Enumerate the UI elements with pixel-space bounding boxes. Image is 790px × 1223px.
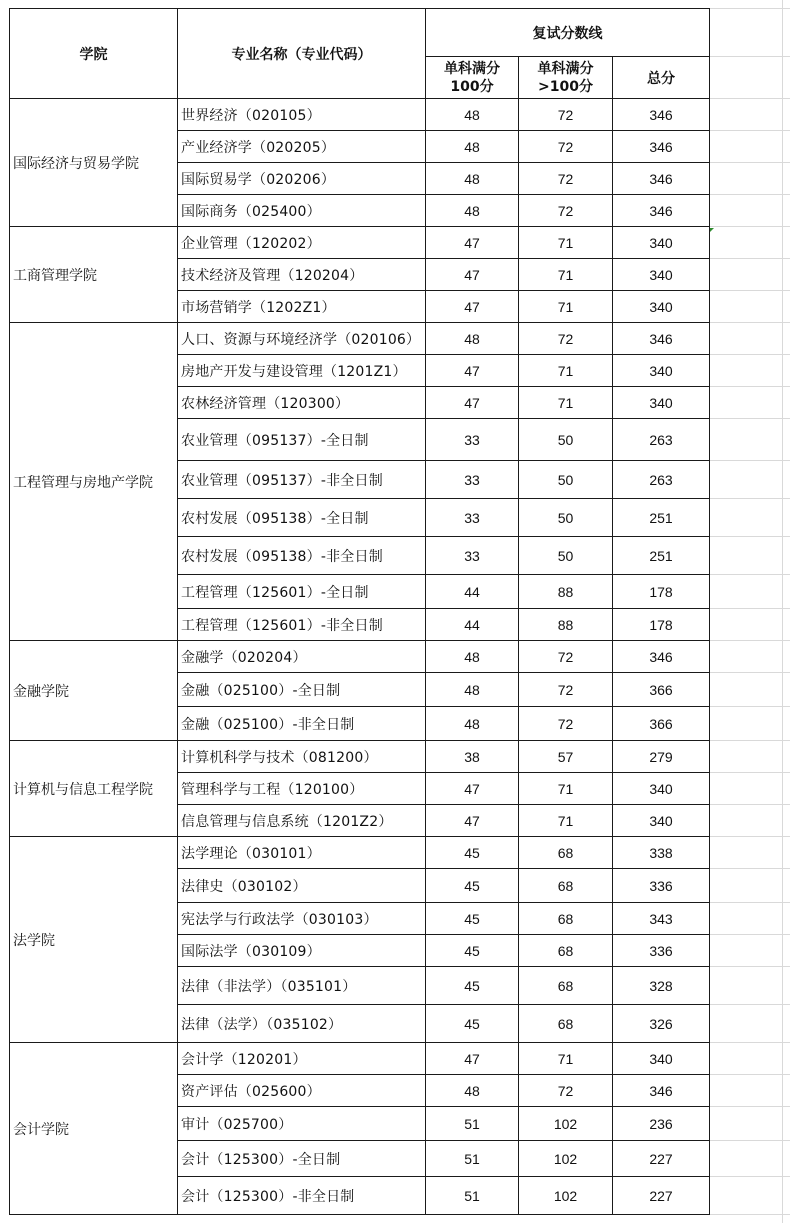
table-row <box>10 641 710 673</box>
single-gt100-cell: 50 <box>519 419 613 461</box>
single-gt100-header-line1: 单科满分 <box>537 60 594 77</box>
single-gt100-cell: 50 <box>519 537 613 575</box>
major-cell: 技术经济及管理（120204） <box>178 259 426 291</box>
gridline <box>710 498 790 499</box>
total-cell: 340 <box>613 387 710 419</box>
total-cell: 340 <box>613 1043 710 1075</box>
single-100-cell: 47 <box>426 291 519 323</box>
single-gt100-cell: 72 <box>519 673 613 707</box>
single-100-cell: 48 <box>426 131 519 163</box>
gridline <box>710 772 790 773</box>
gridline <box>710 1140 790 1141</box>
single-100-cell: 51 <box>426 1177 519 1215</box>
gridline <box>710 130 790 131</box>
major-cell: 农村发展（095138）-全日制 <box>178 499 426 537</box>
major-cell: 人口、资源与环境经济学（020106） <box>178 323 426 355</box>
college-cell: 工程管理与房地产学院 <box>10 323 178 641</box>
single-100-cell: 47 <box>426 773 519 805</box>
single-gt100-cell: 72 <box>519 707 613 741</box>
single-100-cell: 47 <box>426 259 519 291</box>
header-row <box>10 9 710 57</box>
gridline <box>710 386 790 387</box>
single-100-cell: 45 <box>426 903 519 935</box>
major-cell: 农村发展（095138）-非全日制 <box>178 537 426 575</box>
single-100-cell: 45 <box>426 935 519 967</box>
single-gt100-cell: 68 <box>519 869 613 903</box>
empty-grid-area <box>710 0 790 1223</box>
total-cell: 279 <box>613 741 710 773</box>
single-gt100-header-line2: >100分 <box>538 78 593 95</box>
major-cell: 农业管理（095137）-非全日制 <box>178 461 426 499</box>
gridline <box>710 966 790 967</box>
total-cell: 178 <box>613 609 710 641</box>
table-row <box>10 99 710 131</box>
total-cell: 346 <box>613 1075 710 1107</box>
single-100-cell: 45 <box>426 1005 519 1043</box>
major-cell: 世界经济（020105） <box>178 99 426 131</box>
gridline <box>710 934 790 935</box>
total-cell: 227 <box>613 1141 710 1177</box>
total-cell: 326 <box>613 1005 710 1043</box>
gridline <box>782 0 783 1223</box>
college-header: 学院 <box>10 9 178 99</box>
table-row <box>10 323 710 355</box>
major-cell: 国际贸易学（020206） <box>178 163 426 195</box>
major-cell: 工程管理（125601）-全日制 <box>178 575 426 609</box>
single-gt100-cell: 88 <box>519 609 613 641</box>
major-cell: 企业管理（120202） <box>178 227 426 259</box>
single-gt100-cell: 68 <box>519 1005 613 1043</box>
single-100-cell: 48 <box>426 641 519 673</box>
total-cell: 340 <box>613 805 710 837</box>
total-cell: 336 <box>613 869 710 903</box>
single-gt100-cell: 102 <box>519 1177 613 1215</box>
total-cell: 328 <box>613 967 710 1005</box>
gridline <box>710 640 790 641</box>
single-100-cell: 45 <box>426 967 519 1005</box>
major-cell: 工程管理（125601）-非全日制 <box>178 609 426 641</box>
total-cell: 263 <box>613 419 710 461</box>
major-cell: 计算机科学与技术（081200） <box>178 741 426 773</box>
gridline <box>710 608 790 609</box>
total-cell: 251 <box>613 537 710 575</box>
gridline <box>710 536 790 537</box>
gridline <box>710 194 790 195</box>
college-cell: 工商管理学院 <box>10 227 178 323</box>
total-cell: 263 <box>613 461 710 499</box>
gridline <box>710 162 790 163</box>
college-cell: 国际经济与贸易学院 <box>10 99 178 227</box>
single-100-cell: 44 <box>426 575 519 609</box>
gridline <box>710 902 790 903</box>
single-100-cell: 47 <box>426 805 519 837</box>
total-cell: 366 <box>613 707 710 741</box>
total-cell: 346 <box>613 323 710 355</box>
total-cell: 346 <box>613 163 710 195</box>
gridline <box>710 1106 790 1107</box>
single-100-cell: 45 <box>426 869 519 903</box>
total-cell: 338 <box>613 837 710 869</box>
single-gt100-cell: 71 <box>519 227 613 259</box>
single-100-cell: 33 <box>426 419 519 461</box>
total-cell: 227 <box>613 1177 710 1215</box>
single-100-cell: 47 <box>426 227 519 259</box>
single-100-header-line1: 单科满分 <box>444 60 500 77</box>
gridline <box>710 1004 790 1005</box>
gridline <box>710 740 790 741</box>
single-100-cell: 48 <box>426 195 519 227</box>
total-cell: 340 <box>613 227 710 259</box>
major-cell: 产业经济学（020205） <box>178 131 426 163</box>
major-cell: 金融（025100）-非全日制 <box>178 707 426 741</box>
total-cell: 340 <box>613 259 710 291</box>
major-cell: 国际法学（030109） <box>178 935 426 967</box>
gridline <box>710 226 790 227</box>
single-gt100-cell: 57 <box>519 741 613 773</box>
single-100-cell: 48 <box>426 1075 519 1107</box>
major-cell: 农业管理（095137）-全日制 <box>178 419 426 461</box>
total-cell: 340 <box>613 355 710 387</box>
single-gt100-cell: 102 <box>519 1107 613 1141</box>
total-cell: 346 <box>613 641 710 673</box>
single-100-cell: 48 <box>426 99 519 131</box>
single-gt100-cell: 68 <box>519 935 613 967</box>
single-100-cell: 48 <box>426 323 519 355</box>
total-cell: 366 <box>613 673 710 707</box>
major-cell: 会计（125300）-非全日制 <box>178 1177 426 1215</box>
single-gt100-cell: 71 <box>519 259 613 291</box>
gridline <box>710 290 790 291</box>
single-gt100-cell: 72 <box>519 163 613 195</box>
single-100-header <box>426 57 519 99</box>
single-100-cell: 48 <box>426 673 519 707</box>
college-cell: 金融学院 <box>10 641 178 741</box>
college-cell: 法学院 <box>10 837 178 1043</box>
single-gt100-cell: 72 <box>519 1075 613 1107</box>
major-cell: 会计（125300）-全日制 <box>178 1141 426 1177</box>
single-gt100-cell: 72 <box>519 641 613 673</box>
gridline <box>710 868 790 869</box>
major-header: 专业名称（专业代码） <box>178 9 426 99</box>
single-gt100-cell: 68 <box>519 903 613 935</box>
major-cell: 会计学（120201） <box>178 1043 426 1075</box>
gridline <box>710 804 790 805</box>
gridline <box>710 836 790 837</box>
major-cell: 信息管理与信息系统（1201Z2） <box>178 805 426 837</box>
single-gt100-cell: 72 <box>519 323 613 355</box>
single-100-cell: 33 <box>426 499 519 537</box>
gridline <box>710 1074 790 1075</box>
gridline <box>710 1214 790 1215</box>
college-cell: 会计学院 <box>10 1043 178 1215</box>
major-cell: 法律（法学）（035102） <box>178 1005 426 1043</box>
single-gt100-cell: 68 <box>519 837 613 869</box>
single-gt100-cell: 71 <box>519 355 613 387</box>
gridline <box>710 8 790 9</box>
single-100-cell: 51 <box>426 1141 519 1177</box>
single-gt100-cell: 71 <box>519 773 613 805</box>
single-gt100-cell: 72 <box>519 195 613 227</box>
gridline <box>710 1042 790 1043</box>
gridline <box>710 354 790 355</box>
single-gt100-cell: 72 <box>519 131 613 163</box>
major-cell: 审计（025700） <box>178 1107 426 1141</box>
total-cell: 346 <box>613 195 710 227</box>
gridline <box>710 672 790 673</box>
total-header: 总分 <box>613 57 710 99</box>
single-gt100-cell: 50 <box>519 461 613 499</box>
total-cell: 346 <box>613 99 710 131</box>
major-cell: 法律（非法学）（035101） <box>178 967 426 1005</box>
total-cell: 340 <box>613 291 710 323</box>
single-100-cell: 51 <box>426 1107 519 1141</box>
single-100-cell: 33 <box>426 537 519 575</box>
gridline <box>710 98 790 99</box>
major-cell: 法律史（030102） <box>178 869 426 903</box>
single-100-cell: 44 <box>426 609 519 641</box>
single-100-cell: 48 <box>426 163 519 195</box>
gridline <box>710 1176 790 1177</box>
table-row <box>10 741 710 773</box>
single-100-header-line2: 100分 <box>450 78 494 95</box>
major-cell: 管理科学与工程（120100） <box>178 773 426 805</box>
single-100-cell: 47 <box>426 1043 519 1075</box>
retest-line-header: 复试分数线 <box>426 9 710 57</box>
total-cell: 343 <box>613 903 710 935</box>
single-100-cell: 47 <box>426 387 519 419</box>
single-100-cell: 33 <box>426 461 519 499</box>
gridline <box>710 258 790 259</box>
single-100-cell: 48 <box>426 707 519 741</box>
table-row <box>10 837 710 869</box>
total-cell: 178 <box>613 575 710 609</box>
single-gt100-header <box>519 57 613 99</box>
major-cell: 农林经济管理（120300） <box>178 387 426 419</box>
single-gt100-cell: 71 <box>519 1043 613 1075</box>
major-cell: 房地产开发与建设管理（1201Z1） <box>178 355 426 387</box>
major-cell: 市场营销学（1202Z1） <box>178 291 426 323</box>
major-cell: 金融（025100）-全日制 <box>178 673 426 707</box>
total-cell: 340 <box>613 773 710 805</box>
gridline <box>710 574 790 575</box>
gridline <box>710 322 790 323</box>
major-cell: 法学理论（030101） <box>178 837 426 869</box>
single-100-cell: 47 <box>426 355 519 387</box>
major-cell: 宪法学与行政法学（030103） <box>178 903 426 935</box>
major-cell: 金融学（020204） <box>178 641 426 673</box>
major-cell: 资产评估（025600） <box>178 1075 426 1107</box>
table-row <box>10 1043 710 1075</box>
single-gt100-cell: 71 <box>519 387 613 419</box>
single-gt100-cell: 72 <box>519 99 613 131</box>
total-cell: 346 <box>613 131 710 163</box>
table-row <box>10 227 710 259</box>
gridline <box>710 460 790 461</box>
single-gt100-cell: 102 <box>519 1141 613 1177</box>
score-table <box>9 8 710 1215</box>
total-cell: 336 <box>613 935 710 967</box>
single-gt100-cell: 88 <box>519 575 613 609</box>
single-gt100-cell: 71 <box>519 805 613 837</box>
total-cell: 236 <box>613 1107 710 1141</box>
single-gt100-cell: 71 <box>519 291 613 323</box>
single-gt100-cell: 68 <box>519 967 613 1005</box>
gridline <box>710 56 790 57</box>
single-100-cell: 45 <box>426 837 519 869</box>
major-cell: 国际商务（025400） <box>178 195 426 227</box>
total-cell: 251 <box>613 499 710 537</box>
single-gt100-cell: 50 <box>519 499 613 537</box>
single-100-cell: 38 <box>426 741 519 773</box>
gridline <box>710 706 790 707</box>
college-cell: 计算机与信息工程学院 <box>10 741 178 837</box>
gridline <box>710 418 790 419</box>
